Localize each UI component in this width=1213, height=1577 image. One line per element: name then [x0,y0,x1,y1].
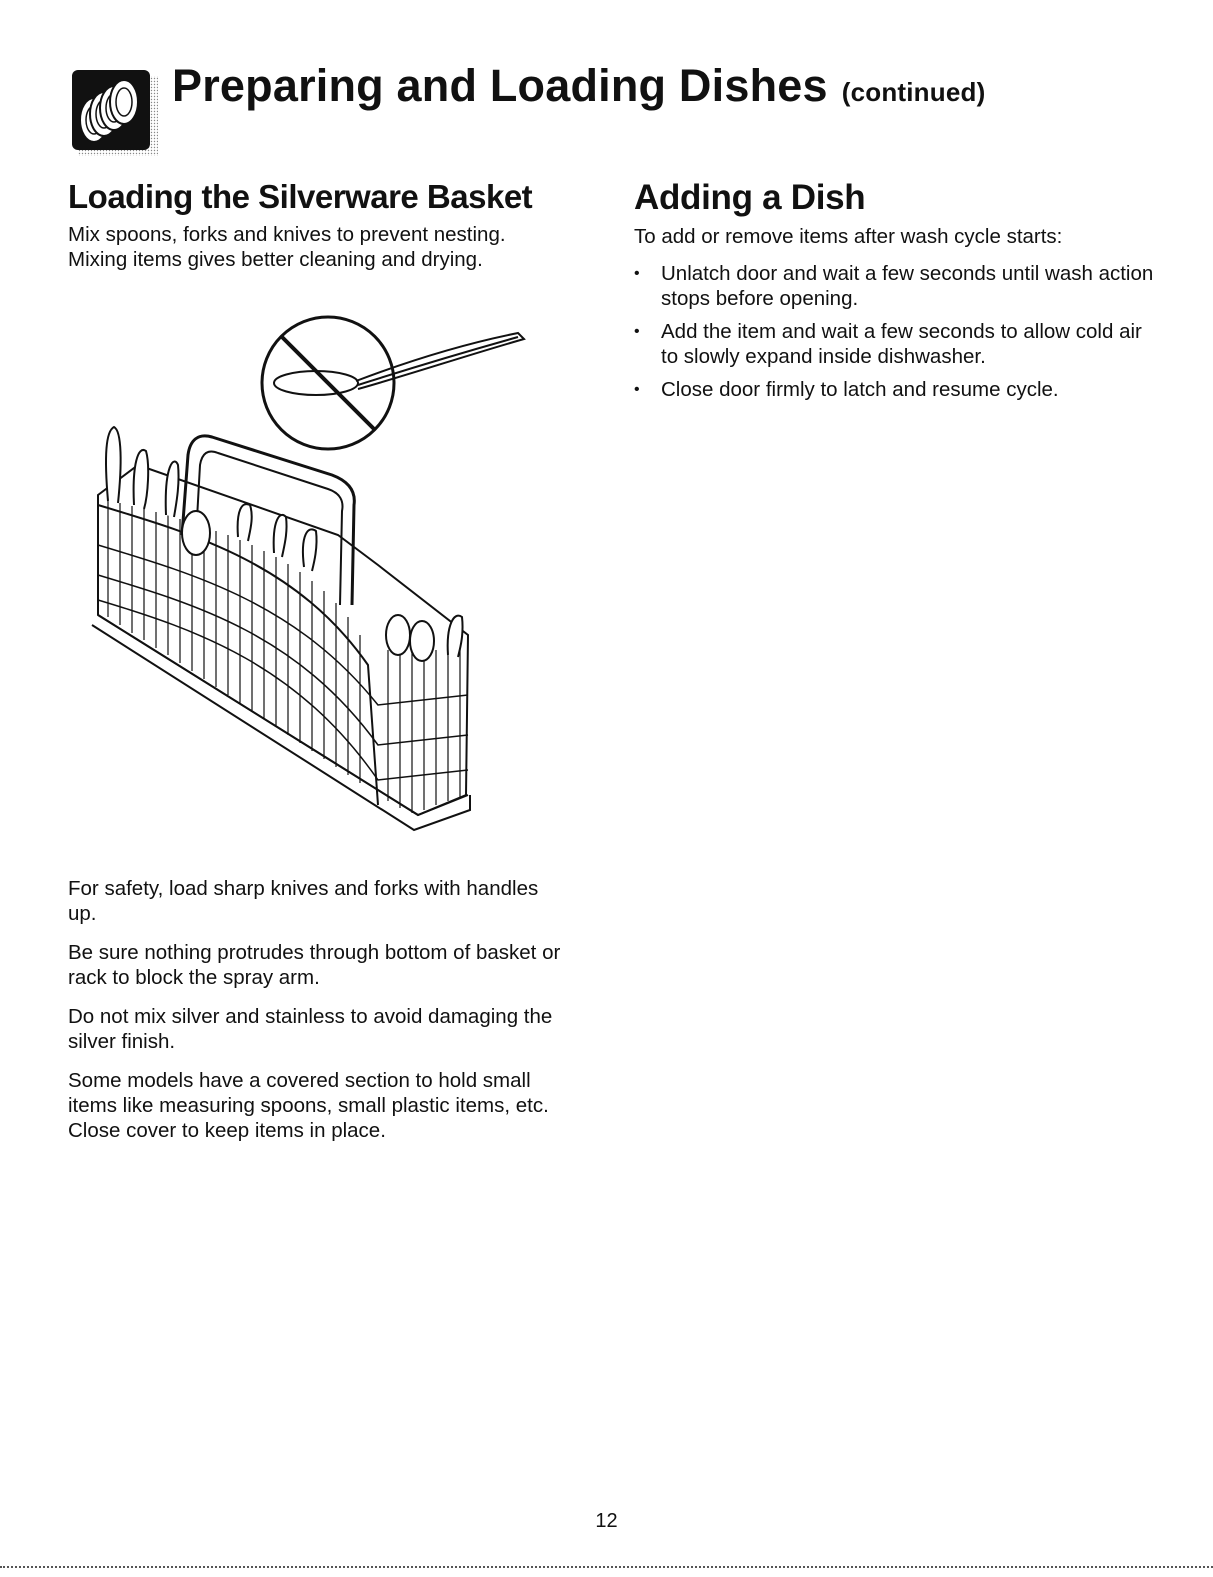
spoon-nesting-prohibited-icon [262,317,524,449]
list-item [634,377,1154,402]
adding-dish-section [634,178,1154,410]
tip-paragraph: Do not mix silver and stainless to avoid damaging the silver finish. [68,1005,553,1053]
page-title-suffix: (continued) [841,77,986,107]
silverware-tips [68,876,568,1157]
silverware-basket-illustration [78,305,558,845]
tip-paragraph: Be sure nothing protrudes through bottom of basket or rack to block the spray arm. [68,941,561,989]
silverware-basket-icon [92,427,470,830]
tip-paragraph: Some models have a covered section to hold small items like measuring spoons, small plastic items, etc. Close cover to keep items in place. [68,1069,549,1142]
bullet-glyph: • [634,381,640,398]
silverware-intro: Mix spoons, forks and knives to prevent nesting. Mixing items gives better cleaning and drying. [68,223,506,271]
silverware-section [68,178,568,272]
page-title [172,60,985,112]
bullet-glyph: • [634,323,640,340]
bottom-rule [0,1566,1213,1568]
page-header [72,60,1172,160]
list-item [634,319,1154,369]
adding-dish-intro: To add or remove items after wash cycle starts: [634,225,1063,248]
page-number: 12 [595,1510,618,1532]
bullet-glyph: • [634,265,640,282]
list-item [634,261,1154,311]
list-item-text: Add the item and wait a few seconds to allow cold air to slowly expand inside dishwasher. [661,320,1142,368]
list-item-text: Close door firmly to latch and resume cycle. [661,378,1059,401]
stacked-dishes-icon [72,68,158,156]
page-title-text: Preparing and Loading Dishes [172,60,828,111]
adding-dish-heading: Adding a Dish [634,178,866,217]
tip-paragraph: For safety, load sharp knives and forks with handles up. [68,877,539,925]
adding-dish-steps [634,261,1154,402]
silverware-heading: Loading the Silverware Basket [68,178,533,215]
list-item-text: Unlatch door and wait a few seconds until wash action stops before opening. [661,262,1154,310]
